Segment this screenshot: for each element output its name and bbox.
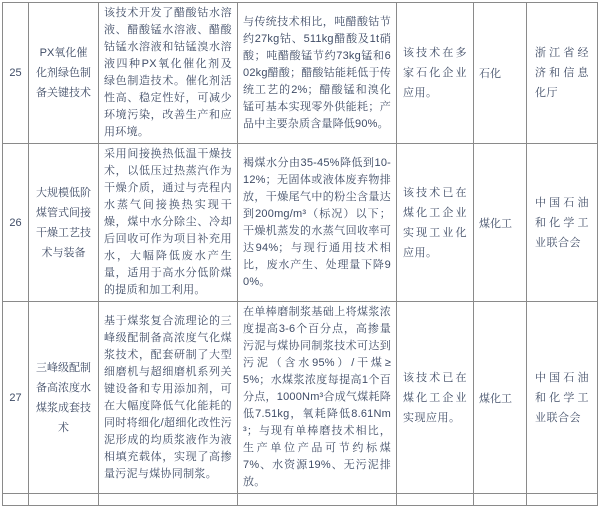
cell-row-number: 26 [3, 144, 29, 302]
cell-empty [99, 494, 238, 506]
cell-empty [29, 494, 99, 506]
table-row [3, 144, 598, 302]
table-row-partial [3, 494, 598, 506]
cell-description: 基于煤浆复合流理论的三峰级配制备高浓度气化煤浆技术，配套研制了大型细磨机与超细磨机系列关键设备和专用添加剂，可在大幅度降低气化能耗的同时将细化/超细化改性污泥形成的均质浆液作为液相填充载体，实现了高掺量污泥与煤协同制浆。 [99, 302, 238, 494]
cell-description: 采用间接换热低温干燥技术，以低压过热蒸汽作为干燥介质，通过与壳程内水蒸气间接换热实现干燥，煤中水分除尘、冷却后回收可作为项目补充用水，大幅降低废水产生量，适用于高水分低阶煤的提质和加工利用。 [99, 144, 238, 302]
cell-tech-name: 大规模低阶煤管式间接干燥工艺技术与装备 [29, 144, 99, 302]
cell-application: 该技术已在煤化工企业实现工业化应用。 [397, 144, 474, 302]
cell-row-number: 25 [3, 3, 29, 144]
cell-empty [3, 494, 29, 506]
cell-empty [474, 494, 527, 506]
cell-industry: 煤化工 [474, 302, 527, 494]
cell-industry: 煤化工 [474, 144, 527, 302]
cell-application: 该技术在多家石化企业应用。 [397, 3, 474, 144]
cell-application: 该技术已在煤化工企业实现应用。 [397, 302, 474, 494]
cell-recommender: 浙江省经济和信息化厅 [527, 3, 598, 144]
table-row [3, 3, 598, 144]
cell-row-number: 27 [3, 302, 29, 494]
cell-recommender: 中国石油和化学工业联合会 [527, 302, 598, 494]
cell-indicators: 褐煤水分由35-45%降低到10-12%；无固体或液体废弃物排放，干燥尾气中的粉尘含量达到200mg/m³（标况）以下；干燥机蒸发的水蒸气回收率可达94%；与现行通用技术相比，废水产生、处理量下降90%。 [238, 144, 397, 302]
green-tech-table [2, 2, 598, 506]
cell-empty [238, 494, 397, 506]
cell-description: 该技术开发了醋酸钴水溶液、醋酸锰水溶液、醋酸钴锰水溶液和钴锰溴水溶液四种PX氧化催化剂及绿色制造技术。催化剂活性高、稳定性好，可减少环境污染，改善生产和应用环境。 [99, 3, 238, 144]
table-row [3, 302, 598, 494]
cell-empty [397, 494, 474, 506]
cell-industry: 石化 [474, 3, 527, 144]
cell-indicators: 与传统技术相比，吨醋酸钴节约27kg钴、511kg醋酸及1t硝酸；吨醋酸锰节约73kg锰和602kg醋酸；醋酸钴能耗低于传统工艺的2%；醋酸锰和溴化锰可基本实现零外供能耗；产品中主要杂质含量降低90%。 [238, 3, 397, 144]
cell-tech-name: 三峰级配制备高浓度水煤浆成套技术 [29, 302, 99, 494]
cell-tech-name: PX氧化催化剂绿色制备关键技术 [29, 3, 99, 144]
cell-recommender: 中国石油和化学工业联合会 [527, 144, 598, 302]
cell-empty [527, 494, 598, 506]
cell-indicators: 在单棒磨制浆基础上将煤浆浓度提高3-6个百分点，高掺量污泥与煤协同制浆技术可达到污泥（含水95%）/干煤≥5%；水煤浆浓度每提高1个百分点，1000Nm³合成气煤耗降低7.51kg，氧耗降低8.61Nm³；与现有单棒磨技术相比，生产单位产品可节约标煤7%、水资源19%、无污泥排放。 [238, 302, 397, 494]
